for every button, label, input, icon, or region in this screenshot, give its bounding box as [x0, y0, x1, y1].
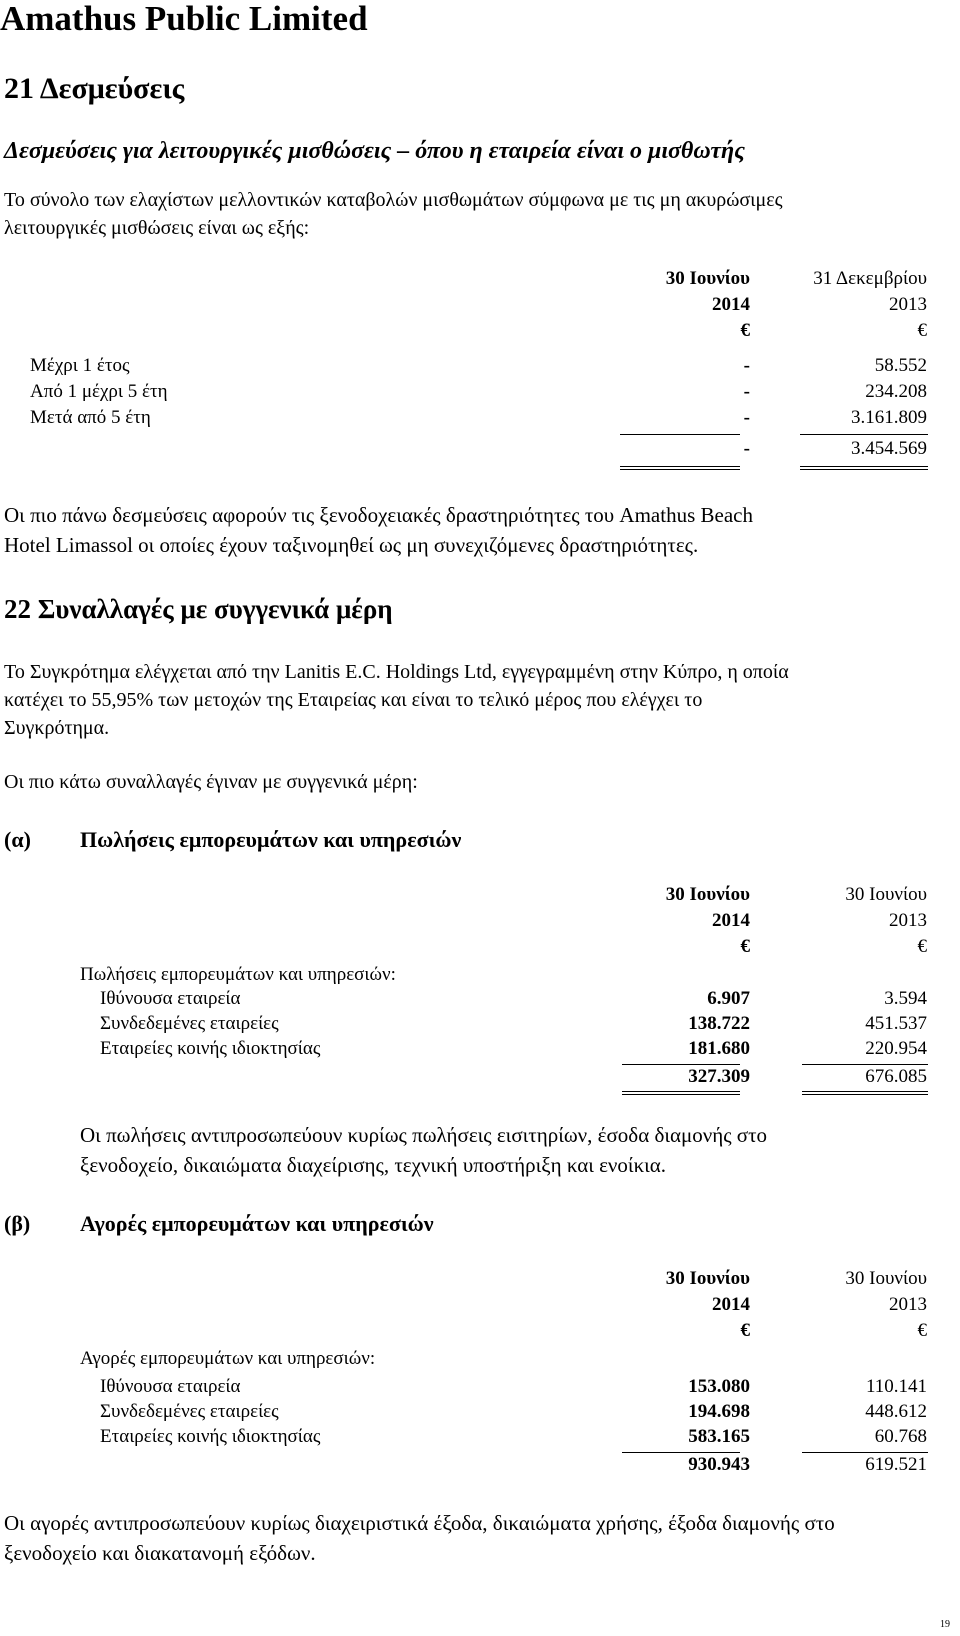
- section-22-lead: Οι πιο κάτω συναλλαγές έγιναν με συγγενικά μέρη:: [4, 771, 418, 793]
- purchases-table: [0, 1268, 960, 1482]
- col-header-2014-line1: 30 Ιουνίου: [665, 884, 750, 905]
- col-header-2013-line2: 2013: [889, 910, 927, 931]
- col-header-2013-line1: 30 Ιουνίου: [845, 1268, 927, 1289]
- row-value-2013: 3.594: [884, 988, 927, 1009]
- total-double-rule-2014: [622, 1091, 740, 1095]
- row-label: Από 1 μέχρι 5 έτη: [30, 381, 168, 402]
- col-header-2014-line2: 2014: [712, 294, 750, 315]
- section-22-intro: Το Συγκρότημα ελέγχεται από την Lanitis E.C. Holdings Ltd, εγγεγραμμένη στην Κύπρο, η οποία κατέχει το 55,95% των μετοχών της Εταιρείας και είναι το τελικό μέρος που ελέγχει το Συγκρότημα.: [4, 661, 789, 739]
- row-value-2013: 58.552: [874, 355, 927, 376]
- row-value-2013: 220.954: [865, 1038, 927, 1059]
- currency-2013: €: [917, 936, 927, 957]
- total-2013: 676.085: [865, 1066, 927, 1087]
- row-value-2014: 583.165: [688, 1426, 750, 1447]
- row-value-2014: 138.722: [688, 1013, 750, 1034]
- row-label: Μετά από 5 έτη: [30, 407, 151, 428]
- total-2014: 930.943: [688, 1454, 750, 1475]
- subsection-a-title: Πωλήσεις εμπορευμάτων και υπηρεσιών: [80, 827, 462, 852]
- section-21-subtitle: Δεσμεύσεις για λειτουργικές μισθώσεις – όπου η εταιρεία είναι ο μισθωτής: [4, 138, 745, 164]
- company-name: Amathus Public Limited: [0, 0, 368, 38]
- total-double-rule-2014: [620, 466, 740, 470]
- row-label: Ιθύνουσα εταιρεία: [100, 988, 241, 1009]
- col-header-2013-line1: 30 Ιουνίου: [845, 884, 927, 905]
- row-value-2013: 3.161.809: [851, 407, 927, 428]
- row-value-2013: 110.141: [865, 1376, 927, 1397]
- subtotal-rule-2014: [620, 434, 740, 435]
- purchases-note: Οι αγορές αντιπροσωπεύουν κυρίως διαχειριστικά έξοδα, δικαιώματα χρήσης, έξοδα διαμονής στο ξενοδοχείο και διακατανομή εξόδων.: [4, 1511, 835, 1565]
- table-caption: Πωλήσεις εμπορευμάτων και υπηρεσιών:: [80, 964, 396, 985]
- subsection-a-marker: (α): [4, 827, 31, 852]
- sales-table: [0, 884, 960, 1098]
- col-header-2013-line2: 2013: [889, 294, 927, 315]
- col-header-2013-line1: 31 Δεκεμβρίου: [813, 268, 927, 289]
- row-label: Εταιρείες κοινής ιδιοκτησίας: [100, 1038, 321, 1059]
- row-value-2014: -: [743, 407, 750, 428]
- row-value-2014: 6.907: [707, 988, 750, 1009]
- subsection-b-title: Αγορές εμπορευμάτων και υπηρεσιών: [80, 1211, 434, 1236]
- currency-2013: €: [917, 1320, 927, 1341]
- subtotal-rule-2014: [622, 1452, 740, 1453]
- col-header-2013-line2: 2013: [889, 1294, 927, 1315]
- sales-note: Οι πωλήσεις αντιπροσωπεύουν κυρίως πωλήσεις εισιτηρίων, έσοδα διαμονής στο ξενοδοχείο, δικαιώματα διαχείρισης, τεχνική υποστήριξη και ενοίκια.: [80, 1123, 768, 1177]
- currency-2014: €: [740, 320, 750, 341]
- subsection-b-marker: (β): [4, 1211, 31, 1236]
- section-21-title: 21 Δεσμεύσεις: [4, 72, 185, 105]
- row-value-2013: 60.768: [874, 1426, 927, 1447]
- total-2014: 327.309: [688, 1066, 750, 1087]
- currency-2014: €: [740, 936, 750, 957]
- row-label: Μέχρι 1 έτος: [30, 355, 130, 376]
- total-2013: 619.521: [865, 1454, 927, 1475]
- section-21-note: Οι πιο πάνω δεσμεύσεις αφορούν τις ξενοδοχειακές δραστηριότητες του Amathus Beach Hotel Limassol οι οποίες έχουν ταξινομηθεί ως μη συνεχιζόμενες δραστηριότητες.: [4, 503, 753, 557]
- col-header-2014-line2: 2014: [712, 910, 750, 931]
- total-2014: -: [743, 438, 750, 459]
- table-caption: Αγορές εμπορευμάτων και υπηρεσιών:: [80, 1348, 376, 1369]
- row-value-2014: 153.080: [688, 1376, 750, 1397]
- subtotal-rule-2013: [800, 434, 928, 435]
- row-label: Συνδεδεμένες εταιρείες: [100, 1013, 279, 1034]
- subtotal-rule-2014: [622, 1064, 740, 1065]
- total-2013: 3.454.569: [851, 438, 927, 459]
- currency-2014: €: [740, 1320, 750, 1341]
- col-header-2014-line1: 30 Ιουνίου: [665, 1268, 750, 1289]
- subtotal-rule-2013: [802, 1452, 928, 1453]
- col-header-2014-line2: 2014: [712, 1294, 750, 1315]
- total-double-rule-2013: [802, 1091, 928, 1095]
- row-label: Εταιρείες κοινής ιδιοκτησίας: [100, 1426, 321, 1447]
- row-label: Ιθύνουσα εταιρεία: [100, 1376, 241, 1397]
- row-value-2013: 234.208: [865, 381, 927, 402]
- row-value-2014: 181.680: [688, 1038, 750, 1059]
- commitments-table: [0, 268, 960, 480]
- row-value-2014: 194.698: [688, 1401, 750, 1422]
- col-header-2014-line1: 30 Ιουνίου: [665, 268, 750, 289]
- section-22-title: 22 Συναλλαγές με συγγενικά μέρη: [4, 594, 393, 624]
- row-value-2013: 448.612: [865, 1401, 927, 1422]
- row-value-2013: 451.537: [865, 1013, 927, 1034]
- row-label: Συνδεδεμένες εταιρείες: [100, 1401, 279, 1422]
- section-21-intro: Το σύνολο των ελαχίστων μελλοντικών καταβολών μισθωμάτων σύμφωνα με τις μη ακυρώσιμες λειτουργικές μισθώσεις είναι ως εξής:: [4, 189, 783, 239]
- page-number: 19: [940, 1619, 950, 1630]
- currency-2013: €: [917, 320, 927, 341]
- row-value-2014: -: [743, 381, 750, 402]
- subtotal-rule-2013: [802, 1064, 928, 1065]
- total-double-rule-2013: [800, 466, 928, 470]
- row-value-2014: -: [743, 355, 750, 376]
